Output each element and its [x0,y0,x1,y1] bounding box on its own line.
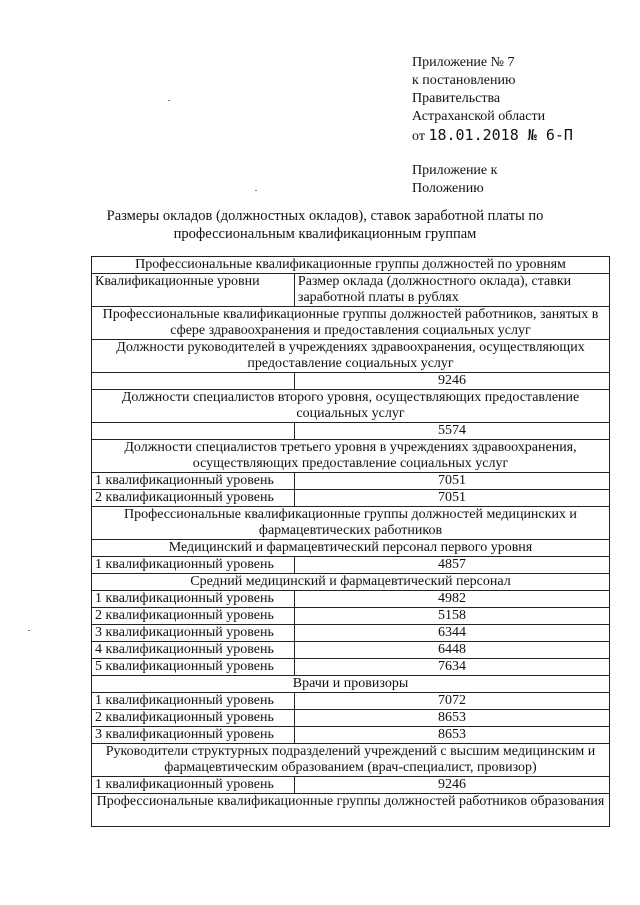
salary-value-cell: 5158 [294,608,609,625]
salary-value-cell: 4857 [294,557,609,574]
qualification-level-cell: 2 квалификационный уровень [92,710,295,727]
qualification-level-cell: 2 квалификационный уровень [92,608,295,625]
table-main-header: Профессиональные квалификационные группы должностей по уровням [92,257,610,274]
col-header-salary: Размер оклада (должностного оклада), ставки заработной платы в рублях [294,274,609,307]
table-row [92,373,610,390]
group-header-cell: Врачи и провизоры [92,676,610,693]
table-row [92,659,610,676]
table-row [92,473,610,490]
group-header-cell: Профессиональные квалификационные группы должностей медицинских и фармацевтических работников [92,507,610,540]
group-header-cell: Должности руководителей в учреждениях здравоохранения, осуществляющих предоставление социальных услуг [92,340,610,373]
table-row [92,642,610,659]
salary-value-cell: 8653 [294,710,609,727]
appendix-line: Правительства [412,91,501,106]
group-header-row [92,744,610,777]
qualification-level-cell [92,373,295,390]
salary-value-cell: 7072 [294,693,609,710]
group-header-cell: Средний медицинский и фармацевтический персонал [92,574,610,591]
qualification-level-cell: 1 квалификационный уровень [92,473,295,490]
qualification-level-cell: 1 квалификационный уровень [92,557,295,574]
appendix-line: к постановлению [412,73,516,88]
table-row [92,625,610,642]
group-header-row [92,507,610,540]
group-header-row [92,440,610,473]
table-row [92,777,610,794]
group-header-row [92,676,610,693]
col-header-levels: Квалификационные уровни [92,274,295,307]
group-header-cell: Медицинский и фармацевтический персонал первого уровня [92,540,610,557]
table-row [92,693,610,710]
date-prefix: от [412,129,425,144]
group-header-row [92,540,610,557]
salary-value-cell: 4982 [294,591,609,608]
qualification-level-cell: 3 квалификационный уровень [92,625,295,642]
table-row [92,727,610,744]
salary-value-cell: 9246 [294,373,609,390]
group-header-cell: Профессиональные квалификационные группы должностей работников, занятых в сфере здравоохранения и предоставления социальных услуг [92,307,610,340]
table-row [92,423,610,440]
qualification-level-cell: 5 квалификационный уровень [92,659,295,676]
qualification-level-cell: 2 квалификационный уровень [92,490,295,507]
salary-value-cell: 6344 [294,625,609,642]
group-header-cell: Должности специалистов третьего уровня в учреждениях здравоохранения, осуществляющих предоставление социальных услуг [92,440,610,473]
salary-value-cell: 5574 [294,423,609,440]
group-header-row [92,794,610,827]
group-header-row [92,390,610,423]
appendix-date-line [412,126,573,146]
appendix-sub-line: Приложение к [412,163,498,178]
handwritten-date: 18.01.2018 № 6-П [428,126,573,144]
table-row [92,710,610,727]
salary-value-cell: 8653 [294,727,609,744]
table-row [92,591,610,608]
group-header-cell: Руководители структурных подразделений учреждений с высшим медицинским и фармацевтическим образованием (врач-специалист, провизор) [92,744,610,777]
qualification-level-cell: 3 квалификационный уровень [92,727,295,744]
salary-value-cell: 7051 [294,490,609,507]
qualification-level-cell: 1 квалификационный уровень [92,777,295,794]
group-header-cell: Профессиональные квалификационные группы должностей работников образования [92,794,610,827]
qualification-level-cell: 4 квалификационный уровень [92,642,295,659]
qualification-level-cell: 1 квалификационный уровень [92,591,295,608]
group-header-cell: Должности специалистов второго уровня, осуществляющих предоставление социальных услуг [92,390,610,423]
qualification-level-cell: 1 квалификационный уровень [92,693,295,710]
table-row [92,608,610,625]
appendix-line: Приложение № 7 [412,55,515,70]
salary-value-cell: 6448 [294,642,609,659]
document-title: Размеры окладов (должностных окладов), ставок заработной платы по профессиональным квалификационным группам [106,208,544,242]
table-row [92,557,610,574]
salary-value-cell: 7634 [294,659,609,676]
table-row [92,490,610,507]
appendix-block [412,54,573,198]
salary-value-cell: 7051 [294,473,609,490]
salary-table [91,256,610,827]
group-header-row [92,340,610,373]
appendix-sub-line: Положению [412,181,484,196]
appendix-line: Астраханской области [412,109,546,124]
group-header-row [92,307,610,340]
salary-value-cell: 9246 [294,777,609,794]
qualification-level-cell [92,423,295,440]
group-header-row [92,574,610,591]
